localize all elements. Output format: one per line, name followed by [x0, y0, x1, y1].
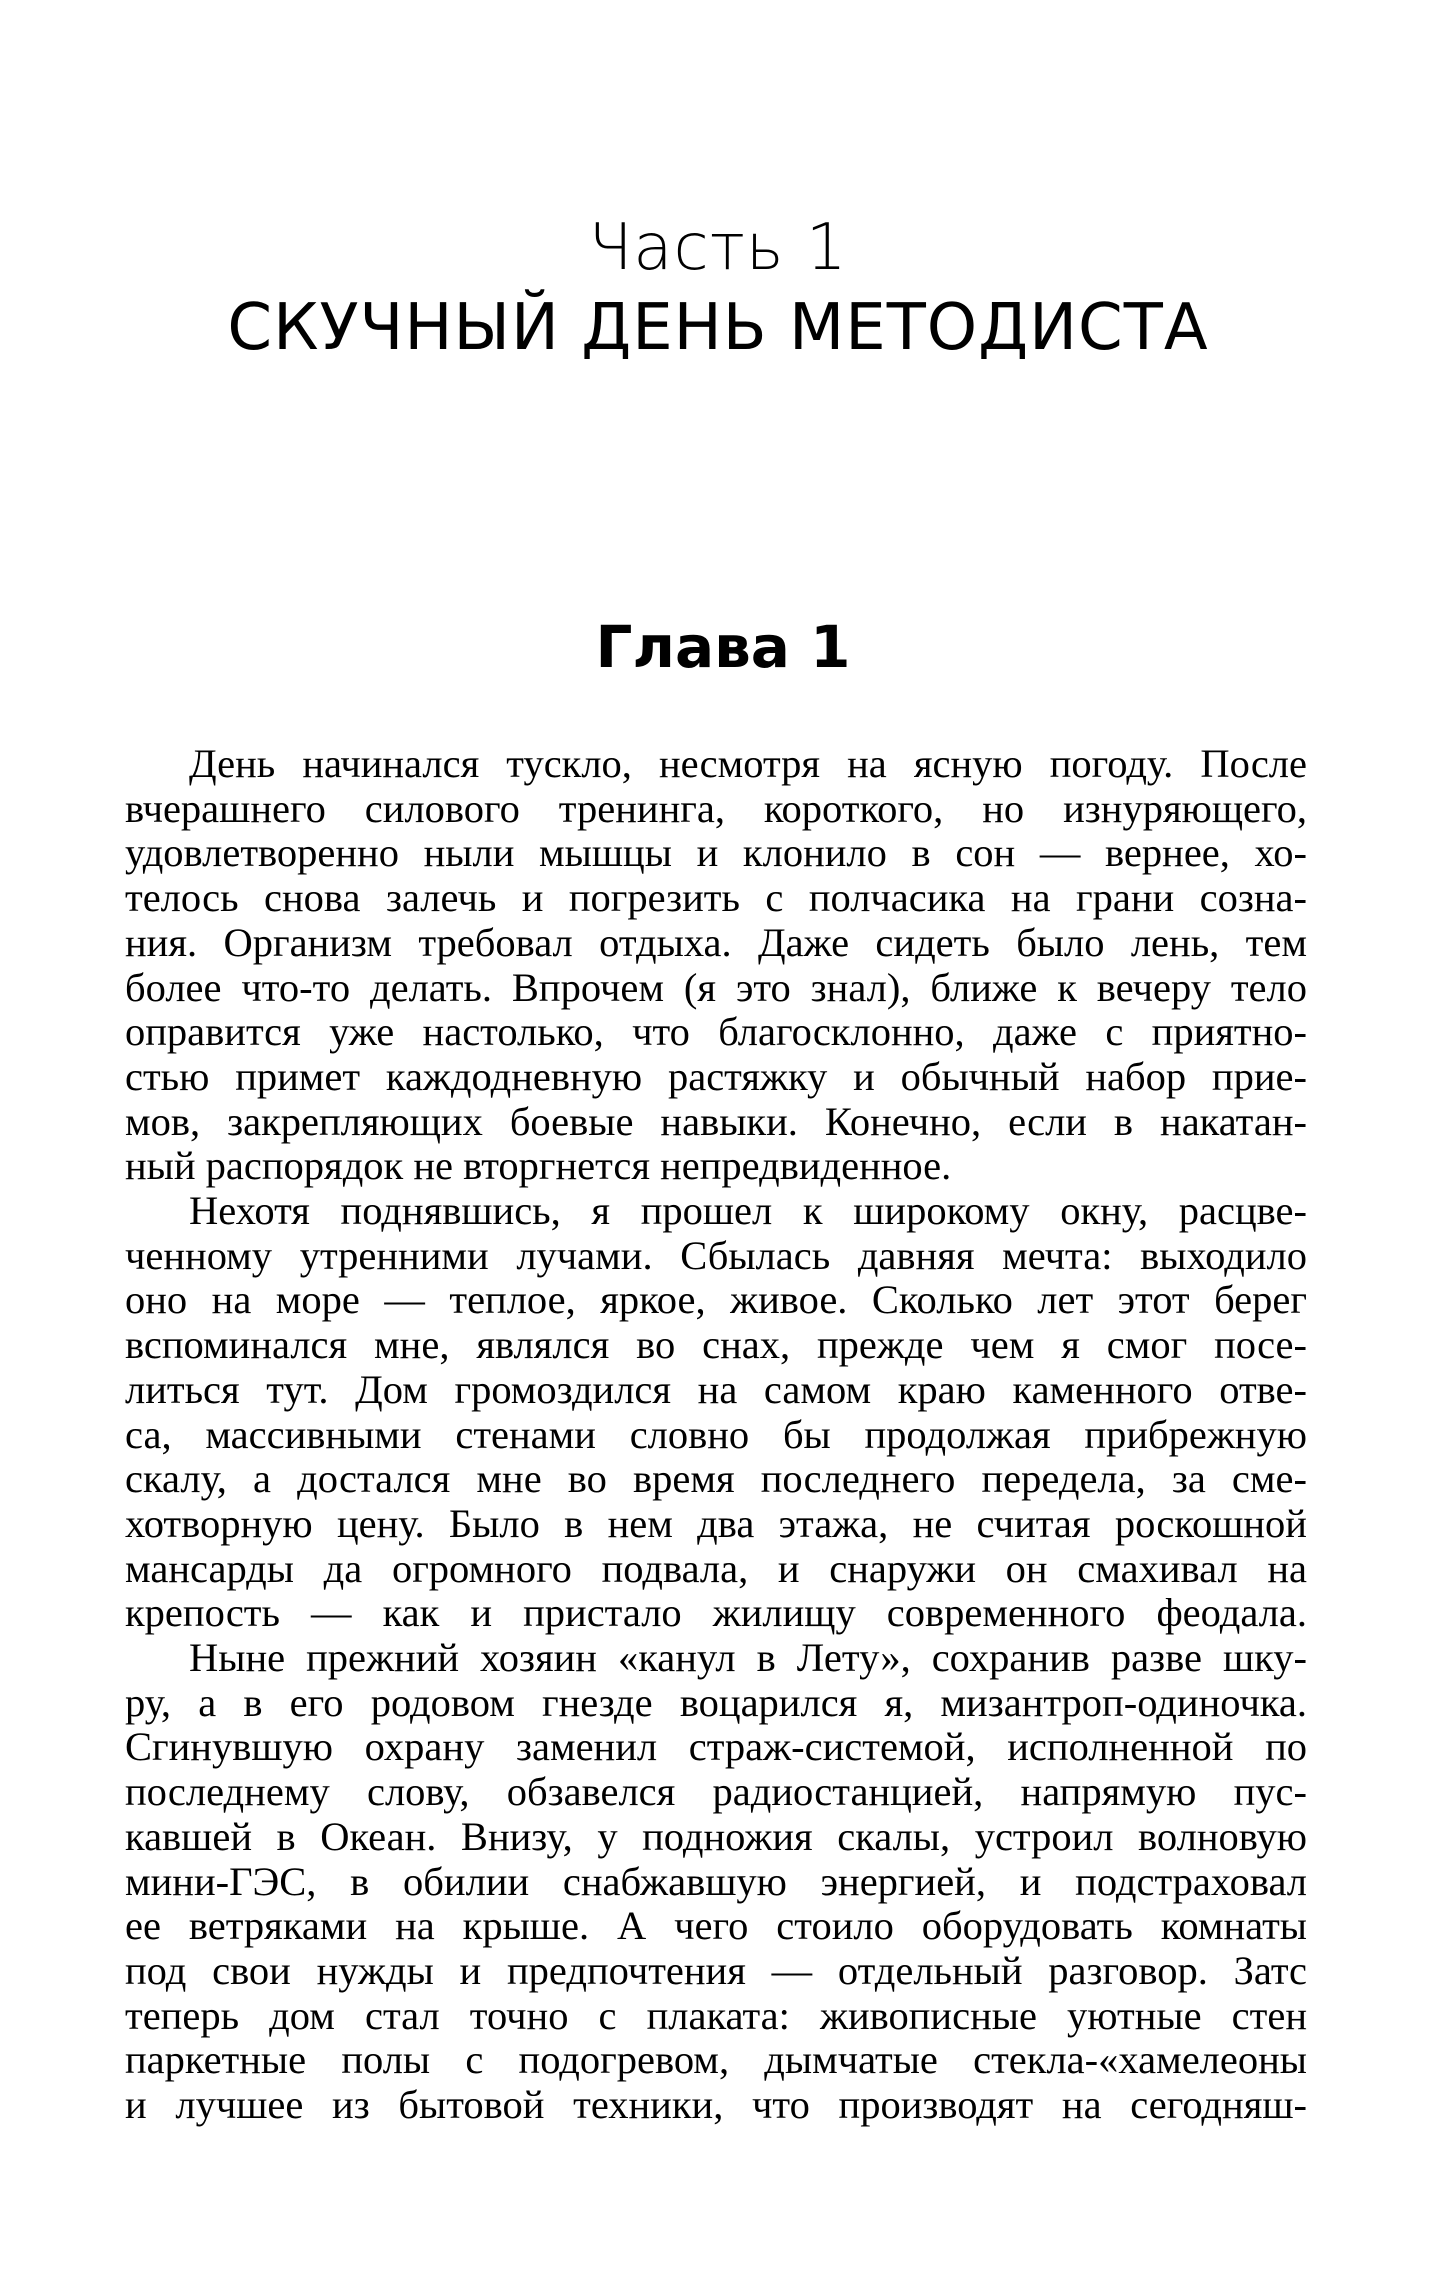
text-line: вспоминался мне, являлся во снах, прежде чем я смог посе-	[125, 1323, 1307, 1368]
chapter-title: Глава 1	[595, 613, 851, 681]
part-title: СКУЧНЫЙ ДЕНЬ МЕТОДИСТА	[227, 291, 1209, 365]
text-line: кавшей в Океан. Внизу, у подножия скалы, устроил волновую	[125, 1814, 1307, 1859]
text-line: телось снова залечь и погрезить с полчасика на грани созна-	[125, 876, 1307, 921]
text-line: крепость — как и пристало жилищу современного феодала.	[125, 1591, 1307, 1636]
text-line: теперь дом стал точно с плаката: живописные уютные стен	[125, 1993, 1307, 2038]
text-line: паркетные полы с подогревом, дымчатые стекла-«хамелеоны	[125, 2038, 1307, 2083]
text-line: мансарды да огромного подвала, и снаружи он смахивал на	[125, 1546, 1307, 1591]
text-line: Ныне прежний хозяин «канул в Лету», сохранив разве шку-	[189, 1636, 1307, 1681]
text-line: Сгинувшую охрану заменил страж-системой, исполненной по	[125, 1725, 1307, 1770]
text-line: оно на море — теплое, яркое, живое. Сколько лет этот берег	[125, 1278, 1307, 1323]
text-line: вчерашнего силового тренинга, короткого, но изнуряющего,	[125, 786, 1307, 831]
text-line: под свои нужды и предпочтения — отдельный разговор. Затс	[125, 1948, 1307, 1993]
text-line: более что-то делать. Впрочем (я это знал), ближе к вечеру тело	[125, 965, 1307, 1010]
text-line: стью примет каждодневную растяжку и обычный набор прие-	[125, 1054, 1307, 1099]
text-line: ру, а в его родовом гнезде воцарился я, мизантроп-одиночка.	[125, 1680, 1307, 1725]
text-line: литься тут. Дом громоздился на самом краю каменного отве-	[125, 1367, 1307, 1412]
text-line: Нехотя поднявшись, я прошел к широкому окну, расцве-	[189, 1189, 1307, 1234]
text-line: и лучшее из бытовой техники, что производят на сегодняш-	[125, 2083, 1307, 2128]
text-line: ченному утренними лучами. Сбылась давняя мечта: выходило	[125, 1233, 1307, 1278]
text-line: скалу, а достался мне во время последнего передела, за сме-	[125, 1457, 1307, 1502]
text-line: День начинался тускло, несмотря на ясную погоду. После	[189, 742, 1307, 786]
text-line: оправится уже настолько, что благосклонно, даже с приятно-	[125, 1010, 1307, 1055]
text-line: са, массивными стенами словно бы продолжая прибрежную	[125, 1412, 1307, 1457]
text-line: хотворную цену. Было в нем два этажа, не считая роскошной	[125, 1501, 1307, 1546]
text-line: мини-ГЭС, в обилии снабжавшую энергией, и подстраховал	[125, 1859, 1307, 1904]
text-line: ный распорядок не вторгнется непредвиденное.	[125, 1144, 952, 1189]
text-line: ее ветряками на крыше. А чего стоило оборудовать комнаты	[125, 1904, 1307, 1949]
text-line: мов, закрепляющих боевые навыки. Конечно, если в накатан-	[125, 1099, 1307, 1144]
text-line: удовлетворенно ныли мышцы и клонило в сон — вернее, хо-	[125, 831, 1307, 876]
text-line: последнему слову, обзавелся радиостанцией, напрямую пус-	[125, 1770, 1307, 1815]
text-line: ния. Организм требовал отдыха. Даже сидеть было лень, тем	[125, 920, 1307, 965]
chapter-body-text	[125, 742, 1307, 2128]
part-label: Часть 1	[588, 211, 848, 285]
